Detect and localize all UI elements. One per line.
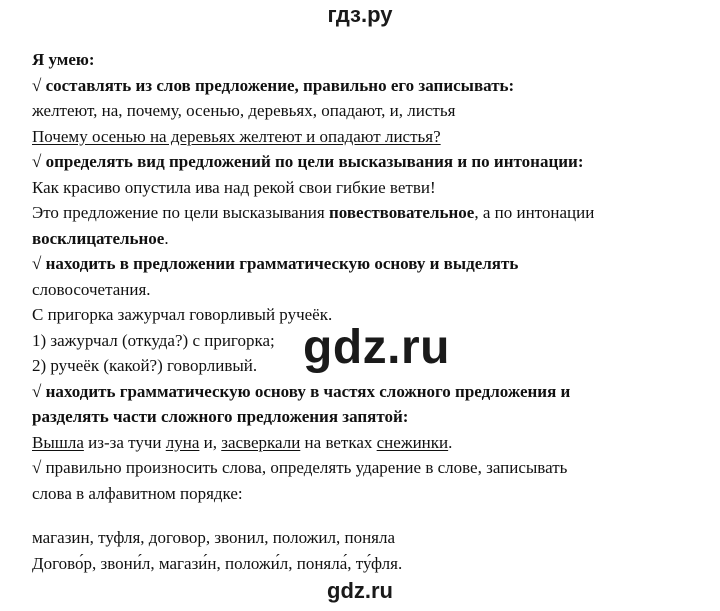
skill-2-analysis-cont xyxy=(32,226,702,252)
watermark: gdz.ru xyxy=(303,321,450,374)
site-footer-logo[interactable]: gdz.ru xyxy=(327,578,393,603)
skill-1-answer-text: Почему осенью на деревьях желтеют и опадают листья? xyxy=(32,126,441,146)
skill-3-title: √ находить в предложении грамматическую основу и выделять xyxy=(32,254,519,273)
sentence-part-3: на ветках xyxy=(300,432,377,452)
skill-2-text-c: . xyxy=(164,228,169,248)
skill-2-intonation: восклицательное xyxy=(32,228,165,248)
skill-5-answer: Догово́р, звони́л, магази́н, положи́л, поняла́, ту́фля. xyxy=(32,553,403,573)
skill-5-words: магазин, туфля, договор, звонил, положил, поняла xyxy=(32,528,396,547)
site-header-logo[interactable]: гдз.ру xyxy=(327,2,393,27)
skill-5-title-line-1: √ правильно произносить слова, определять ударение в слове, записывать xyxy=(32,458,568,477)
skill-3-item-1: 1) зажурчал (откуда?) с пригорка; xyxy=(32,330,275,350)
skill-3-sentence: С пригорка зажурчал говорливый ручеёк. xyxy=(32,305,333,324)
skill-3-item-2: 2) ручеёк (какой?) говорливый. xyxy=(32,356,258,375)
skill-2-sentence: Как красиво опустила ива над рекой свои гибкие ветви! xyxy=(32,177,436,197)
skill-5-title-line-2: слова в алфавитном порядке: xyxy=(32,483,243,503)
skill-2-text-a: Это предложение по цели высказывания xyxy=(32,203,329,222)
skill-1-title: √ составлять из слов предложение, правильно его записывать: xyxy=(32,75,515,95)
skill-2-text-b: , а по интонации xyxy=(474,203,595,222)
blank-gap xyxy=(32,506,702,525)
section-heading: Я умею: xyxy=(32,50,95,69)
skill-1-answer xyxy=(32,124,702,150)
skill-1-words: желтеют, на, почему, осенью, деревьях, опадают, и, листья xyxy=(32,101,456,120)
skill-4-sentence xyxy=(32,430,702,456)
subject-1: луна xyxy=(165,432,200,452)
skill-2-purpose: повествовательное xyxy=(328,203,475,222)
skill-3-title-cont: словосочетания. xyxy=(32,279,151,299)
exercise-text xyxy=(32,47,702,576)
subject-2: снежинки xyxy=(376,432,449,452)
sentence-part-2: и, xyxy=(199,432,222,452)
skill-4-title-line-2: разделять части сложного предложения запятой: xyxy=(32,407,409,426)
skill-4-title-line-1: √ находить грамматическую основу в частях сложного предложения и xyxy=(32,381,571,401)
skill-2-title: √ определять вид предложений по цели высказывания и по интонации: xyxy=(32,152,584,171)
predicate-2: засверкали xyxy=(221,432,301,452)
sentence-part-1: из-за тучи xyxy=(83,432,166,452)
predicate-1: Вышла xyxy=(32,432,84,452)
skill-2-analysis xyxy=(32,200,702,226)
sentence-part-4: . xyxy=(448,432,453,452)
